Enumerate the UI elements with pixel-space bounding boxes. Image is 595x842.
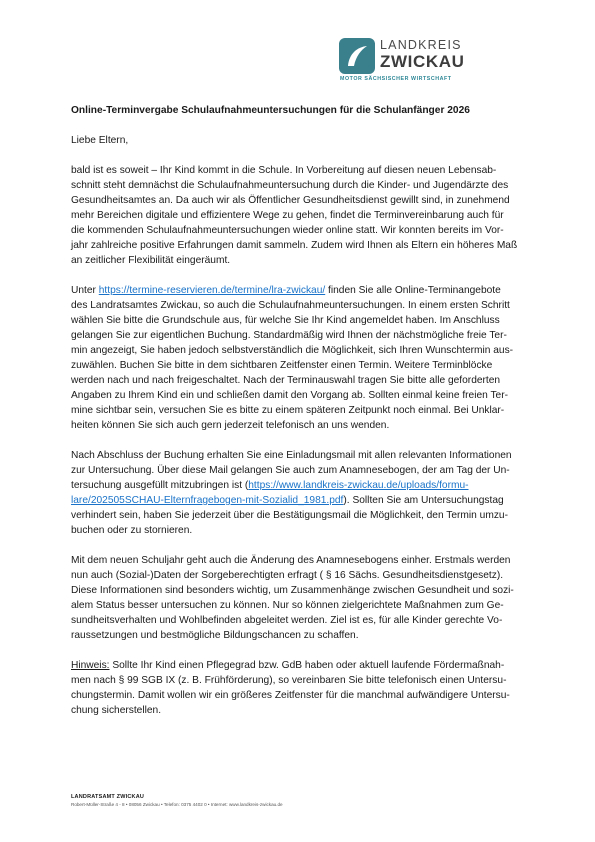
- text-line: mine sichtbar sein, versuchen Sie es bitte zu einem späteren Zeitpunkt noch einmal. Bei Unklar-: [71, 405, 505, 416]
- text-segment: Unter: [71, 285, 99, 296]
- letter-body: [71, 103, 549, 733]
- text-line: wählen Sie bitte die Grundschule aus, für welche Sie Ihr Kind angemeldet haben. Im Anschluss: [71, 315, 500, 326]
- questionnaire-link[interactable]: https://www.landkreis-zwickau.de/uploads/formu-: [248, 480, 469, 491]
- text-line: [71, 283, 549, 298]
- text-line: schnitt steht demnächst die Schulaufnahmeuntersuchung durch die Kinder- und Jugendärzte des: [71, 180, 509, 191]
- paragraph-anamnesis: [71, 553, 549, 643]
- text-line: chung sicherstellen.: [71, 705, 162, 716]
- footer-title: LANDRATSAMT ZWICKAU: [71, 794, 145, 800]
- text-line: Diese Informationen sind besonders wichtig, um Zusammenhänge zwischen Gesundheit und sozi-: [71, 585, 514, 596]
- text-line: min angezeigt, Sie haben jedoch selbstverständlich die Möglichkeit, sich Ihren Wunschtermin aus-: [71, 345, 514, 356]
- text-line: [71, 493, 549, 508]
- text-line: jahr zahlreiche positive Erfahrungen damit sammeln. Zudem wird Ihnen als Eltern ein höheres Maß: [71, 240, 518, 251]
- text-line: zur Untersuchung. Über diese Mail gelangen Sie auch zum Anamnesebogen, der am Tag der Un-: [71, 465, 510, 476]
- landkreis-logo-icon: [339, 38, 375, 74]
- text-line: Mit dem neuen Schuljahr geht auch die Änderung des Anamnesebogens einher. Erstmals werden: [71, 555, 511, 566]
- text-line: die kommenden Schulaufnahmeuntersuchungen wieder online statt. Wir konnten bereits im Vor-: [71, 225, 504, 236]
- landkreis-zwickau-logo: [339, 38, 479, 84]
- footer-address: Robert-Müller-Straße 4 - 8 • 08056 Zwickau • Telefon: 0375 4402 0 • Internet: www.landkreis-zwickau.de: [71, 802, 283, 807]
- paragraph-intro: [71, 163, 549, 268]
- text-line: gelangen Sie zur eigentlichen Buchung. Standardmäßig wird Ihnen der nächstmögliche freie Ter-: [71, 330, 507, 341]
- logo-text-zwickau: ZWICKAU: [380, 52, 465, 71]
- text-segment: Sollte Ihr Kind einen Pflegegrad bzw. GdB haben oder aktuell laufende Fördermaßnah-: [109, 660, 505, 671]
- logo-text-landkreis: LANDKREIS: [380, 38, 462, 52]
- page-footer: [71, 793, 551, 808]
- text-line: an zeitlicher Flexibilität eingeräumt.: [71, 255, 231, 266]
- letter-title: Online-Terminvergabe Schulaufnahmeuntersuchungen für die Schulanfänger 2026: [71, 105, 470, 116]
- text-line: men nach § 99 SGB IX (z. B. Frühförderung), so vereinbaren Sie bitte telefonisch einen Untersu-: [71, 675, 507, 686]
- text-line: [71, 478, 549, 493]
- questionnaire-link-continued[interactable]: lare/202505SCHAU-Elternfragebogen-mit-Sozialid_1981.pdf: [71, 495, 344, 506]
- text-line: [71, 658, 549, 673]
- paragraph-confirmation: [71, 448, 549, 538]
- text-line: buchen oder zu stornieren.: [71, 525, 193, 536]
- text-line: bald ist es soweit – Ihr Kind kommt in die Schule. In Vorbereitung auf diesen neuen Lebensab-: [71, 165, 497, 176]
- text-line: Gesundheitsamtes an. Da auch wir als Öffentlicher Gesundheitsdienst gewillt sind, in zunehmend: [71, 195, 510, 206]
- note-label: Hinweis:: [71, 660, 110, 671]
- text-segment: finden Sie alle Online-Terminangebote: [325, 285, 501, 296]
- text-line: zuwählen. Buchen Sie bitte in dem sichtbaren Zeitfenster einen Termin. Weitere Terminblöcke: [71, 360, 493, 371]
- text-line: heiten können Sie sich auch gern jederzeit telefonisch an uns wenden.: [71, 420, 390, 431]
- logo-tagline: MOTOR SÄCHSISCHER WIRTSCHAFT: [340, 76, 452, 82]
- paragraph-booking: [71, 283, 549, 433]
- text-line: mehr Bereichen digitale und effizientere Wege zu gehen, findet die Terminvereinbarung auch für: [71, 210, 504, 221]
- letter-greeting: Liebe Eltern,: [71, 135, 129, 146]
- text-line: des Landratsamtes Zwickau, so auch die Schulaufnahmeuntersuchungen. In einem ersten Schritt: [71, 300, 510, 311]
- text-line: nun auch (Sozial-)Daten der Sorgeberechtigten erfragt ( § 16 Sächs. Gesundheitsdienstgesetz).: [71, 570, 504, 581]
- text-line: werden nach und nach freigeschaltet. Nach der Terminauswahl tragen Sie bitte alle geforderten: [71, 375, 501, 386]
- booking-portal-link[interactable]: https://termine-reservieren.de/termine/lra-zwickau/: [98, 285, 326, 296]
- text-line: chungstermin. Damit wollen wir ein größeres Zeitfenster für die manchmal aufwändigere Untersu-: [71, 690, 510, 701]
- text-segment: tersuchung ausgefüllt mitzubringen ist (: [71, 480, 249, 491]
- text-line: alem Status besser untersuchen zu können. Nur so können zielgerichtete Maßnahmen zum Ge-: [71, 600, 504, 611]
- text-line: sundheitsverhalten und Wohlbefinden abgeleitet werden. Ziel ist es, für alle Kinder gerechte Vo-: [71, 615, 503, 626]
- text-line: raussetzungen und bestmögliche Bildungschancen zu schaffen.: [71, 630, 359, 641]
- text-line: Nach Abschluss der Buchung erhalten Sie eine Einladungsmail mit allen relevanten Informationen: [71, 450, 512, 461]
- text-segment: ). Sollten Sie am Untersuchungstag: [343, 495, 504, 506]
- text-line: Angaben zu Ihrem Kind ein und schließen damit den Vorgang ab. Sollten einmal keine freien Ter-: [71, 390, 509, 401]
- text-line: verhindert sein, haben Sie jederzeit über die Bestätigungsmail die Möglichkeit, den Termin umzu-: [71, 510, 508, 521]
- paragraph-note: [71, 658, 549, 718]
